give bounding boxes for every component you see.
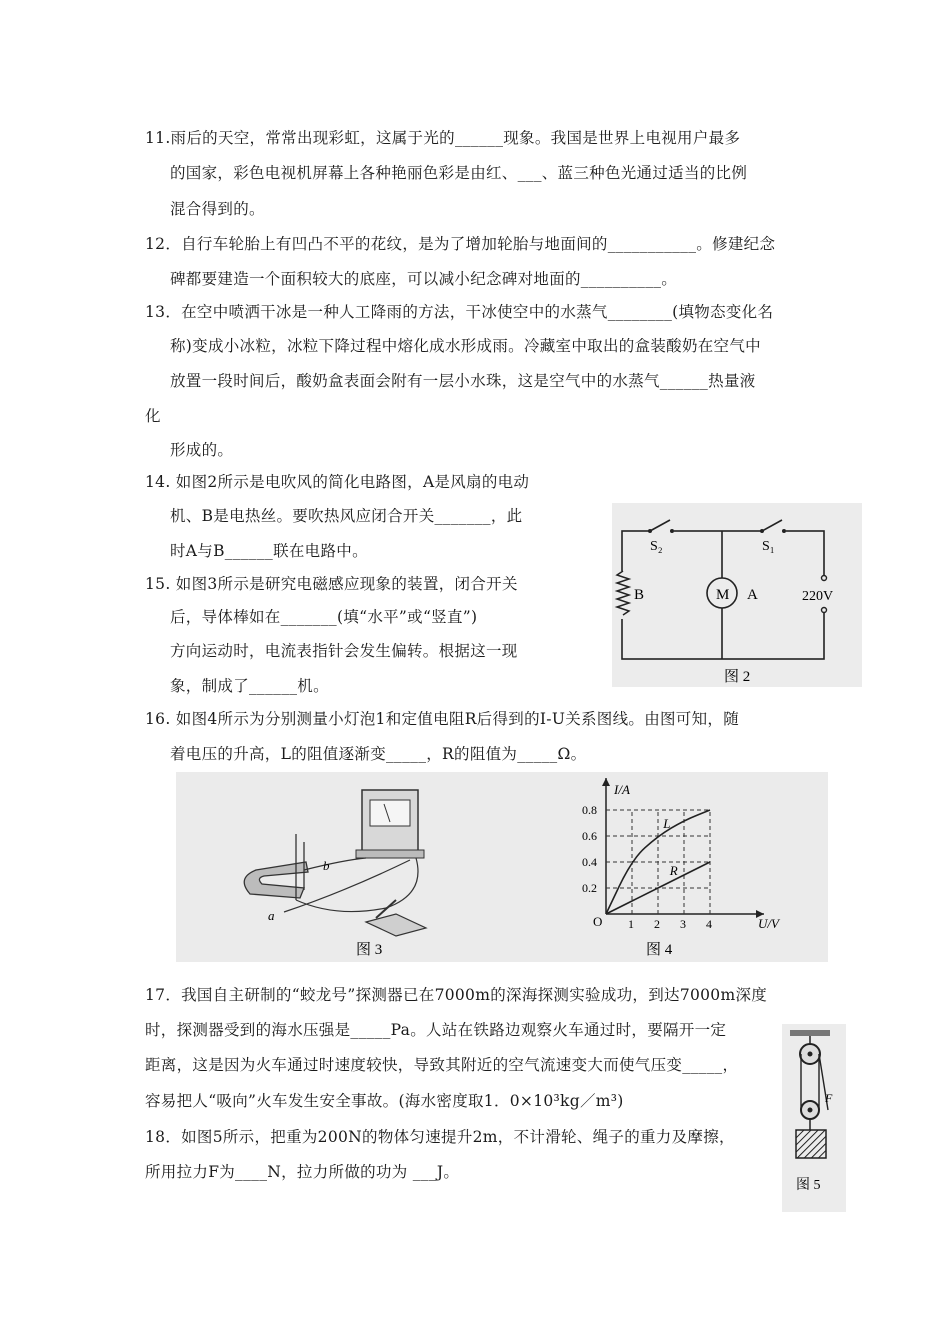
q12-line-2: 碑都要建造一个面积较大的底座，可以减小纪念碑对地面的__________。 bbox=[170, 270, 678, 288]
q15-line-2: 后，导体棒如在_______(填“水平”或“竖直”) bbox=[170, 608, 478, 626]
x-tick-2: 2 bbox=[654, 917, 660, 931]
origin-label: O bbox=[593, 914, 603, 929]
x-tick-1: 1 bbox=[628, 917, 634, 931]
q14-line-2: 机、B是电热丝。要吹热风应闭合开关_______，此 bbox=[170, 507, 523, 525]
figure-3-caption: 图 3 bbox=[356, 942, 383, 958]
y-tick-0.8: 0.8 bbox=[582, 803, 597, 817]
q14-line-3: 时A与B______联在电路中。 bbox=[170, 542, 368, 560]
y-axis-label: I/A bbox=[614, 782, 630, 797]
figure-3-4-panel bbox=[176, 772, 828, 962]
q18-line-1: 18．如图5所示，把重为200N的物体匀速提升2m，不计滑轮、绳子的重力及摩擦， bbox=[145, 1128, 735, 1146]
q14-line-1: 14. 如图2所示是电吹风的简化电路图，A是风扇的电动 bbox=[145, 473, 530, 491]
q15-line-1: 15. 如图3所示是研究电磁感应现象的装置，闭合开关 bbox=[145, 575, 518, 593]
knife-switch bbox=[366, 914, 426, 936]
q11-line-1: 11.雨后的天空，常常出现彩虹，这属于光的______现象。我国是世界上电视用户最多 bbox=[145, 129, 741, 147]
q17-line-3: 距离，这是因为火车通过时速度较快，导致其附近的空气流速变大而使气压变_____， bbox=[145, 1056, 739, 1074]
q13-line-4: 化 bbox=[145, 407, 161, 425]
label-voltage: 220V bbox=[802, 589, 834, 604]
label-m: M bbox=[716, 587, 730, 603]
label-force: F bbox=[825, 1091, 833, 1105]
q16-line-2: 着电压的升高，L的阻值逐渐变_____，R的阻值为_____Ω。 bbox=[170, 745, 587, 763]
y-tick-0.4: 0.4 bbox=[582, 855, 597, 869]
q18-line-2: 所用拉力F为____N，拉力所做的功为 ___J。 bbox=[145, 1163, 460, 1181]
q11-line-3: 混合得到的。 bbox=[170, 200, 265, 218]
figure-5-pulley bbox=[782, 1024, 846, 1212]
figure-4-graph bbox=[582, 778, 781, 958]
y-tick-0.6: 0.6 bbox=[582, 829, 597, 843]
y-tick-0.2: 0.2 bbox=[582, 881, 597, 895]
label-b: B bbox=[634, 587, 645, 603]
q13-line-5: 形成的。 bbox=[170, 441, 234, 459]
q15-line-3: 方向运动时，电流表指针会发生偏转。根据这一现 bbox=[170, 642, 518, 660]
x-axis-label: U/V bbox=[758, 916, 779, 931]
q11-line-2: 的国家，彩色电视机屏幕上各种艳丽色彩是由红、___、蓝三种色光通过适当的比例 bbox=[170, 164, 748, 182]
figure-2-circuit bbox=[612, 503, 862, 687]
q17-line-2: 时，探测器受到的海水压强是_____Pa。人站在铁路边观察火车通过时，要隔开一定 bbox=[145, 1021, 727, 1039]
label-s1: S₁ bbox=[762, 539, 775, 554]
terminal-bottom bbox=[822, 608, 827, 613]
label-s2: S₂ bbox=[650, 539, 663, 554]
q12-line-1: 12．自行车轮胎上有凹凸不平的花纹，是为了增加轮胎与地面间的___________。修建纪念 bbox=[145, 235, 776, 253]
x-tick-4: 4 bbox=[706, 917, 712, 931]
q16-line-1: 16. 如图4所示为分别测量小灯泡1和定值电阻R后得到的I-U关系图线。由图可知，随 bbox=[145, 710, 739, 728]
label-a-end: a bbox=[268, 908, 275, 923]
figure-2-caption: 图 2 bbox=[724, 669, 751, 685]
figure-5-caption: 图 5 bbox=[796, 1178, 821, 1193]
figure-4-caption: 图 4 bbox=[646, 942, 673, 958]
q13-line-2: 称)变成小冰粒，冰粒下降过程中熔化成水形成雨。冷藏室中取出的盒装酸奶在空气中 bbox=[170, 337, 761, 355]
q13-line-1: 13．在空中喷洒干冰是一种人工降雨的方法，干冰使空中的水蒸气________(填物态变化名 bbox=[145, 303, 774, 321]
q17-line-4: 容易把人“吸向”火车发生安全事故。(海水密度取1．0×10³kg／m³) bbox=[145, 1092, 624, 1110]
label-b-end: b bbox=[323, 858, 330, 873]
label-a: A bbox=[747, 587, 758, 603]
terminal-top bbox=[822, 576, 827, 581]
curve-l-label: L bbox=[663, 816, 671, 832]
q15-line-4: 象，制成了______机。 bbox=[170, 677, 329, 695]
q13-line-3: 放置一段时间后，酸奶盒表面会附有一层小水珠，这是空气中的水蒸气______热量液 bbox=[170, 372, 756, 390]
hanging-weight bbox=[796, 1130, 826, 1158]
figure-3-apparatus bbox=[244, 790, 426, 958]
ceiling bbox=[790, 1030, 830, 1036]
q17-line-1: 17．我国自主研制的“蛟龙号”探测器已在7000m的深海探测实验成功，到达7000m深度 bbox=[145, 986, 768, 1004]
curve-r-label: R bbox=[669, 863, 678, 878]
x-tick-3: 3 bbox=[680, 917, 686, 931]
u-magnet bbox=[244, 862, 308, 898]
